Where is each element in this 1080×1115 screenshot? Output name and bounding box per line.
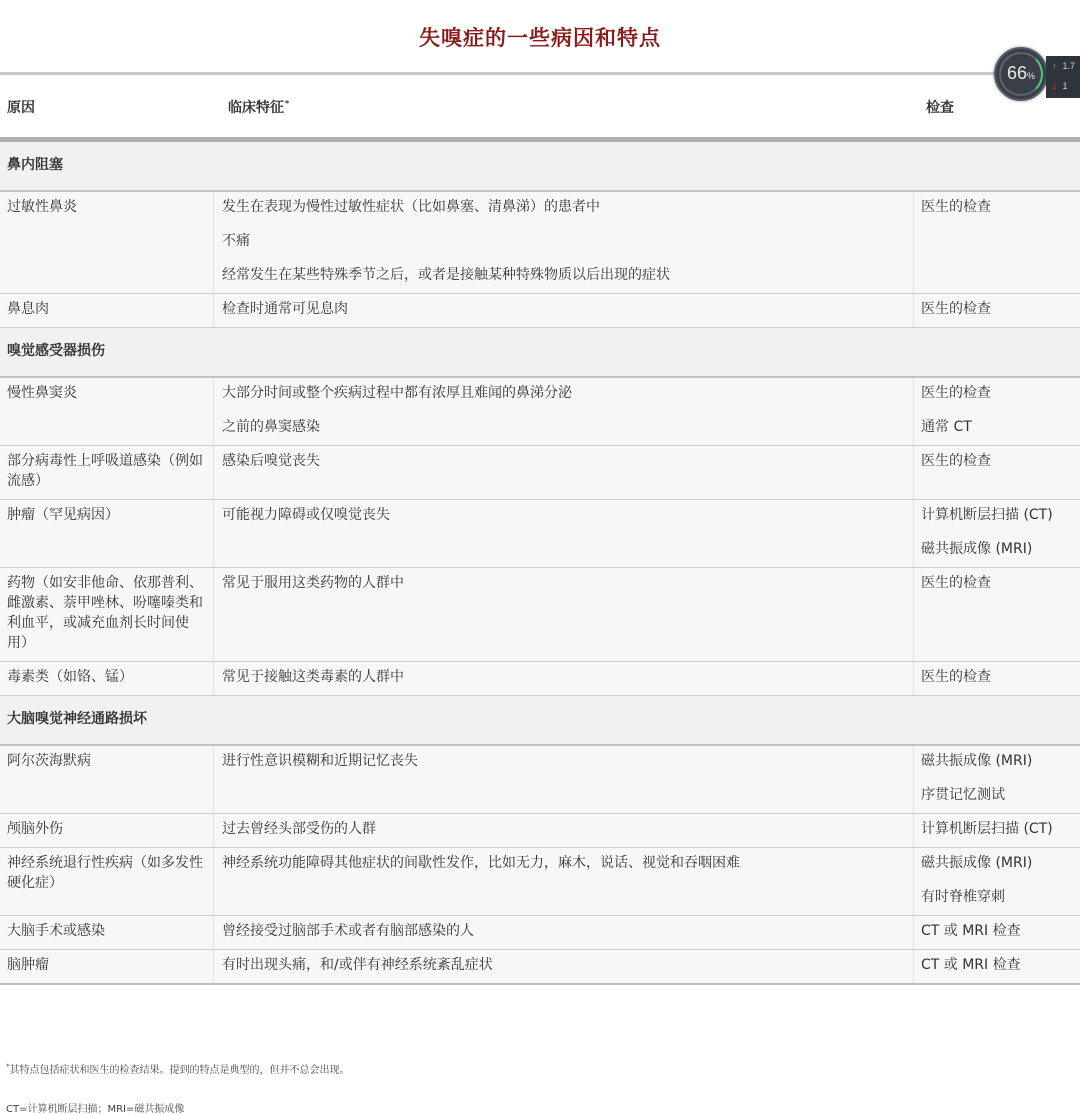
abbreviation-note: CT=计算机断层扫描；MRI=磁共振成像 xyxy=(6,1104,185,1115)
performance-badge[interactable] xyxy=(994,47,1048,101)
features-cell xyxy=(213,294,913,327)
cause-cell: 部分病毒性上呼吸道感染（例如流感） xyxy=(0,446,213,499)
feature-text: 大部分时间或整个疾病过程中都有浓厚且难闻的鼻涕分泌 xyxy=(222,385,572,401)
feature-text: 曾经接受过脑部手术或者有脑部感染的人 xyxy=(222,923,474,939)
tests-cell xyxy=(913,662,1080,695)
page-title: 失嗅症的一些病因和特点 xyxy=(419,26,661,50)
tests-cell xyxy=(913,446,1080,499)
table-row xyxy=(0,814,1080,848)
tests-cell xyxy=(913,378,1080,445)
footnote: *其特点包括症状和医生的检查结果。提到的特点是典型的，但并不总会出现。 xyxy=(6,1062,350,1076)
upload-arrow-icon: ↑ xyxy=(1052,61,1057,71)
test-text: 磁共振成像 (MRI) xyxy=(921,855,1033,871)
test-text: 计算机断层扫描 (CT) xyxy=(921,821,1053,837)
feature-text: 之前的鼻窦感染 xyxy=(222,419,320,435)
test-text: 医生的检查 xyxy=(921,669,991,685)
table-row xyxy=(0,848,1080,916)
test-text: CT 或 MRI 检查 xyxy=(921,957,1021,973)
feature-text: 发生在表现为慢性过敏性症状（比如鼻塞、清鼻涕）的患者中 xyxy=(222,199,600,215)
table-row xyxy=(0,746,1080,814)
table-row xyxy=(0,916,1080,950)
test-text: 通常 CT xyxy=(921,419,972,435)
tests-cell xyxy=(913,568,1080,661)
tests-cell xyxy=(913,294,1080,327)
tests-cell xyxy=(913,192,1080,293)
table-header xyxy=(0,72,1080,142)
table-row xyxy=(0,568,1080,662)
download-speed: 1 xyxy=(1062,81,1068,91)
feature-text: 有时出现头痛，和/或伴有神经系统紊乱症状 xyxy=(222,957,493,973)
table-row xyxy=(0,192,1080,294)
header-features: 临床特征* xyxy=(228,99,290,116)
feature-text: 感染后嗅觉丧失 xyxy=(222,453,320,469)
cause-cell: 慢性鼻窦炎 xyxy=(0,378,213,445)
header-cause: 原因 xyxy=(7,100,35,116)
tests-cell xyxy=(913,950,1080,983)
test-text: 有时脊椎穿刺 xyxy=(921,889,1005,905)
feature-text: 可能视力障碍或仅嗅觉丧失 xyxy=(222,507,390,523)
feature-text: 神经系统功能障碍其他症状的间歇性发作，比如无力，麻木，说话、视觉和吞咽困难 xyxy=(222,855,740,871)
cause-cell: 神经系统退行性疾病（如多发性硬化症） xyxy=(0,848,213,915)
features-cell xyxy=(213,192,913,293)
table-row xyxy=(0,950,1080,985)
tests-cell xyxy=(913,814,1080,847)
features-cell xyxy=(213,916,913,949)
test-text: 序贯记忆测试 xyxy=(921,787,1005,803)
features-cell xyxy=(213,446,913,499)
test-text: 医生的检查 xyxy=(921,385,991,401)
header-tests: 检查 xyxy=(926,100,954,116)
tests-cell xyxy=(913,848,1080,915)
cause-cell: 过敏性鼻炎 xyxy=(0,192,213,293)
tests-cell xyxy=(913,916,1080,949)
table-row xyxy=(0,378,1080,446)
test-text: 磁共振成像 (MRI) xyxy=(921,753,1033,769)
features-cell xyxy=(213,500,913,567)
feature-text: 常见于接触这类毒素的人群中 xyxy=(222,669,404,685)
cause-cell: 大脑手术或感染 xyxy=(0,916,213,949)
cause-cell: 脑肿瘤 xyxy=(0,950,213,983)
table-row xyxy=(0,446,1080,500)
features-cell xyxy=(213,848,913,915)
section-heading: 鼻内阻塞 xyxy=(0,142,1080,192)
feature-text: 检查时通常可见息肉 xyxy=(222,301,348,317)
feature-text: 经常发生在某些特殊季节之后，或者是接触某种特殊物质以后出现的症状 xyxy=(222,267,670,283)
test-text: 医生的检查 xyxy=(921,301,991,317)
etiology-table xyxy=(0,72,1080,985)
test-text: 医生的检查 xyxy=(921,199,991,215)
test-text: 磁共振成像 (MRI) xyxy=(921,541,1033,557)
upload-speed: 1.7 xyxy=(1062,61,1076,71)
feature-text: 不痛 xyxy=(222,233,250,249)
test-text: CT 或 MRI 检查 xyxy=(921,923,1021,939)
features-cell xyxy=(213,950,913,983)
features-cell xyxy=(213,746,913,813)
test-text: 计算机断层扫描 (CT) xyxy=(921,507,1053,523)
footnote-marker: * xyxy=(285,99,290,109)
section-heading: 嗅觉感受器损伤 xyxy=(0,328,1080,378)
table-row xyxy=(0,500,1080,568)
feature-text: 进行性意识模糊和近期记忆丧失 xyxy=(222,753,418,769)
cause-cell: 颅脑外伤 xyxy=(0,814,213,847)
feature-text: 过去曾经头部受伤的人群 xyxy=(222,821,376,837)
tests-cell xyxy=(913,746,1080,813)
features-cell xyxy=(213,662,913,695)
features-cell xyxy=(213,378,913,445)
network-speed-widget xyxy=(1046,56,1080,98)
features-cell xyxy=(213,568,913,661)
section-heading: 大脑嗅觉神经通路损坏 xyxy=(0,696,1080,746)
tests-cell xyxy=(913,500,1080,567)
cause-cell: 毒素类（如铬、锰） xyxy=(0,662,213,695)
table-row xyxy=(0,294,1080,328)
test-text: 医生的检查 xyxy=(921,575,991,591)
feature-text: 常见于服用这类药物的人群中 xyxy=(222,575,404,591)
features-cell xyxy=(213,814,913,847)
cause-cell: 肿瘤（罕见病因） xyxy=(0,500,213,567)
percent-value: 66% xyxy=(1006,63,1036,83)
cause-cell: 阿尔茨海默病 xyxy=(0,746,213,813)
test-text: 医生的检查 xyxy=(921,453,991,469)
cause-cell: 鼻息肉 xyxy=(0,294,213,327)
download-arrow-icon: ↓ xyxy=(1052,81,1057,91)
table-row xyxy=(0,662,1080,696)
cause-cell: 药物（如安非他命、依那普利、雌激素、萘甲唑林、吩噻嗪类和利血平，或减充血剂长时间使用） xyxy=(0,568,213,661)
